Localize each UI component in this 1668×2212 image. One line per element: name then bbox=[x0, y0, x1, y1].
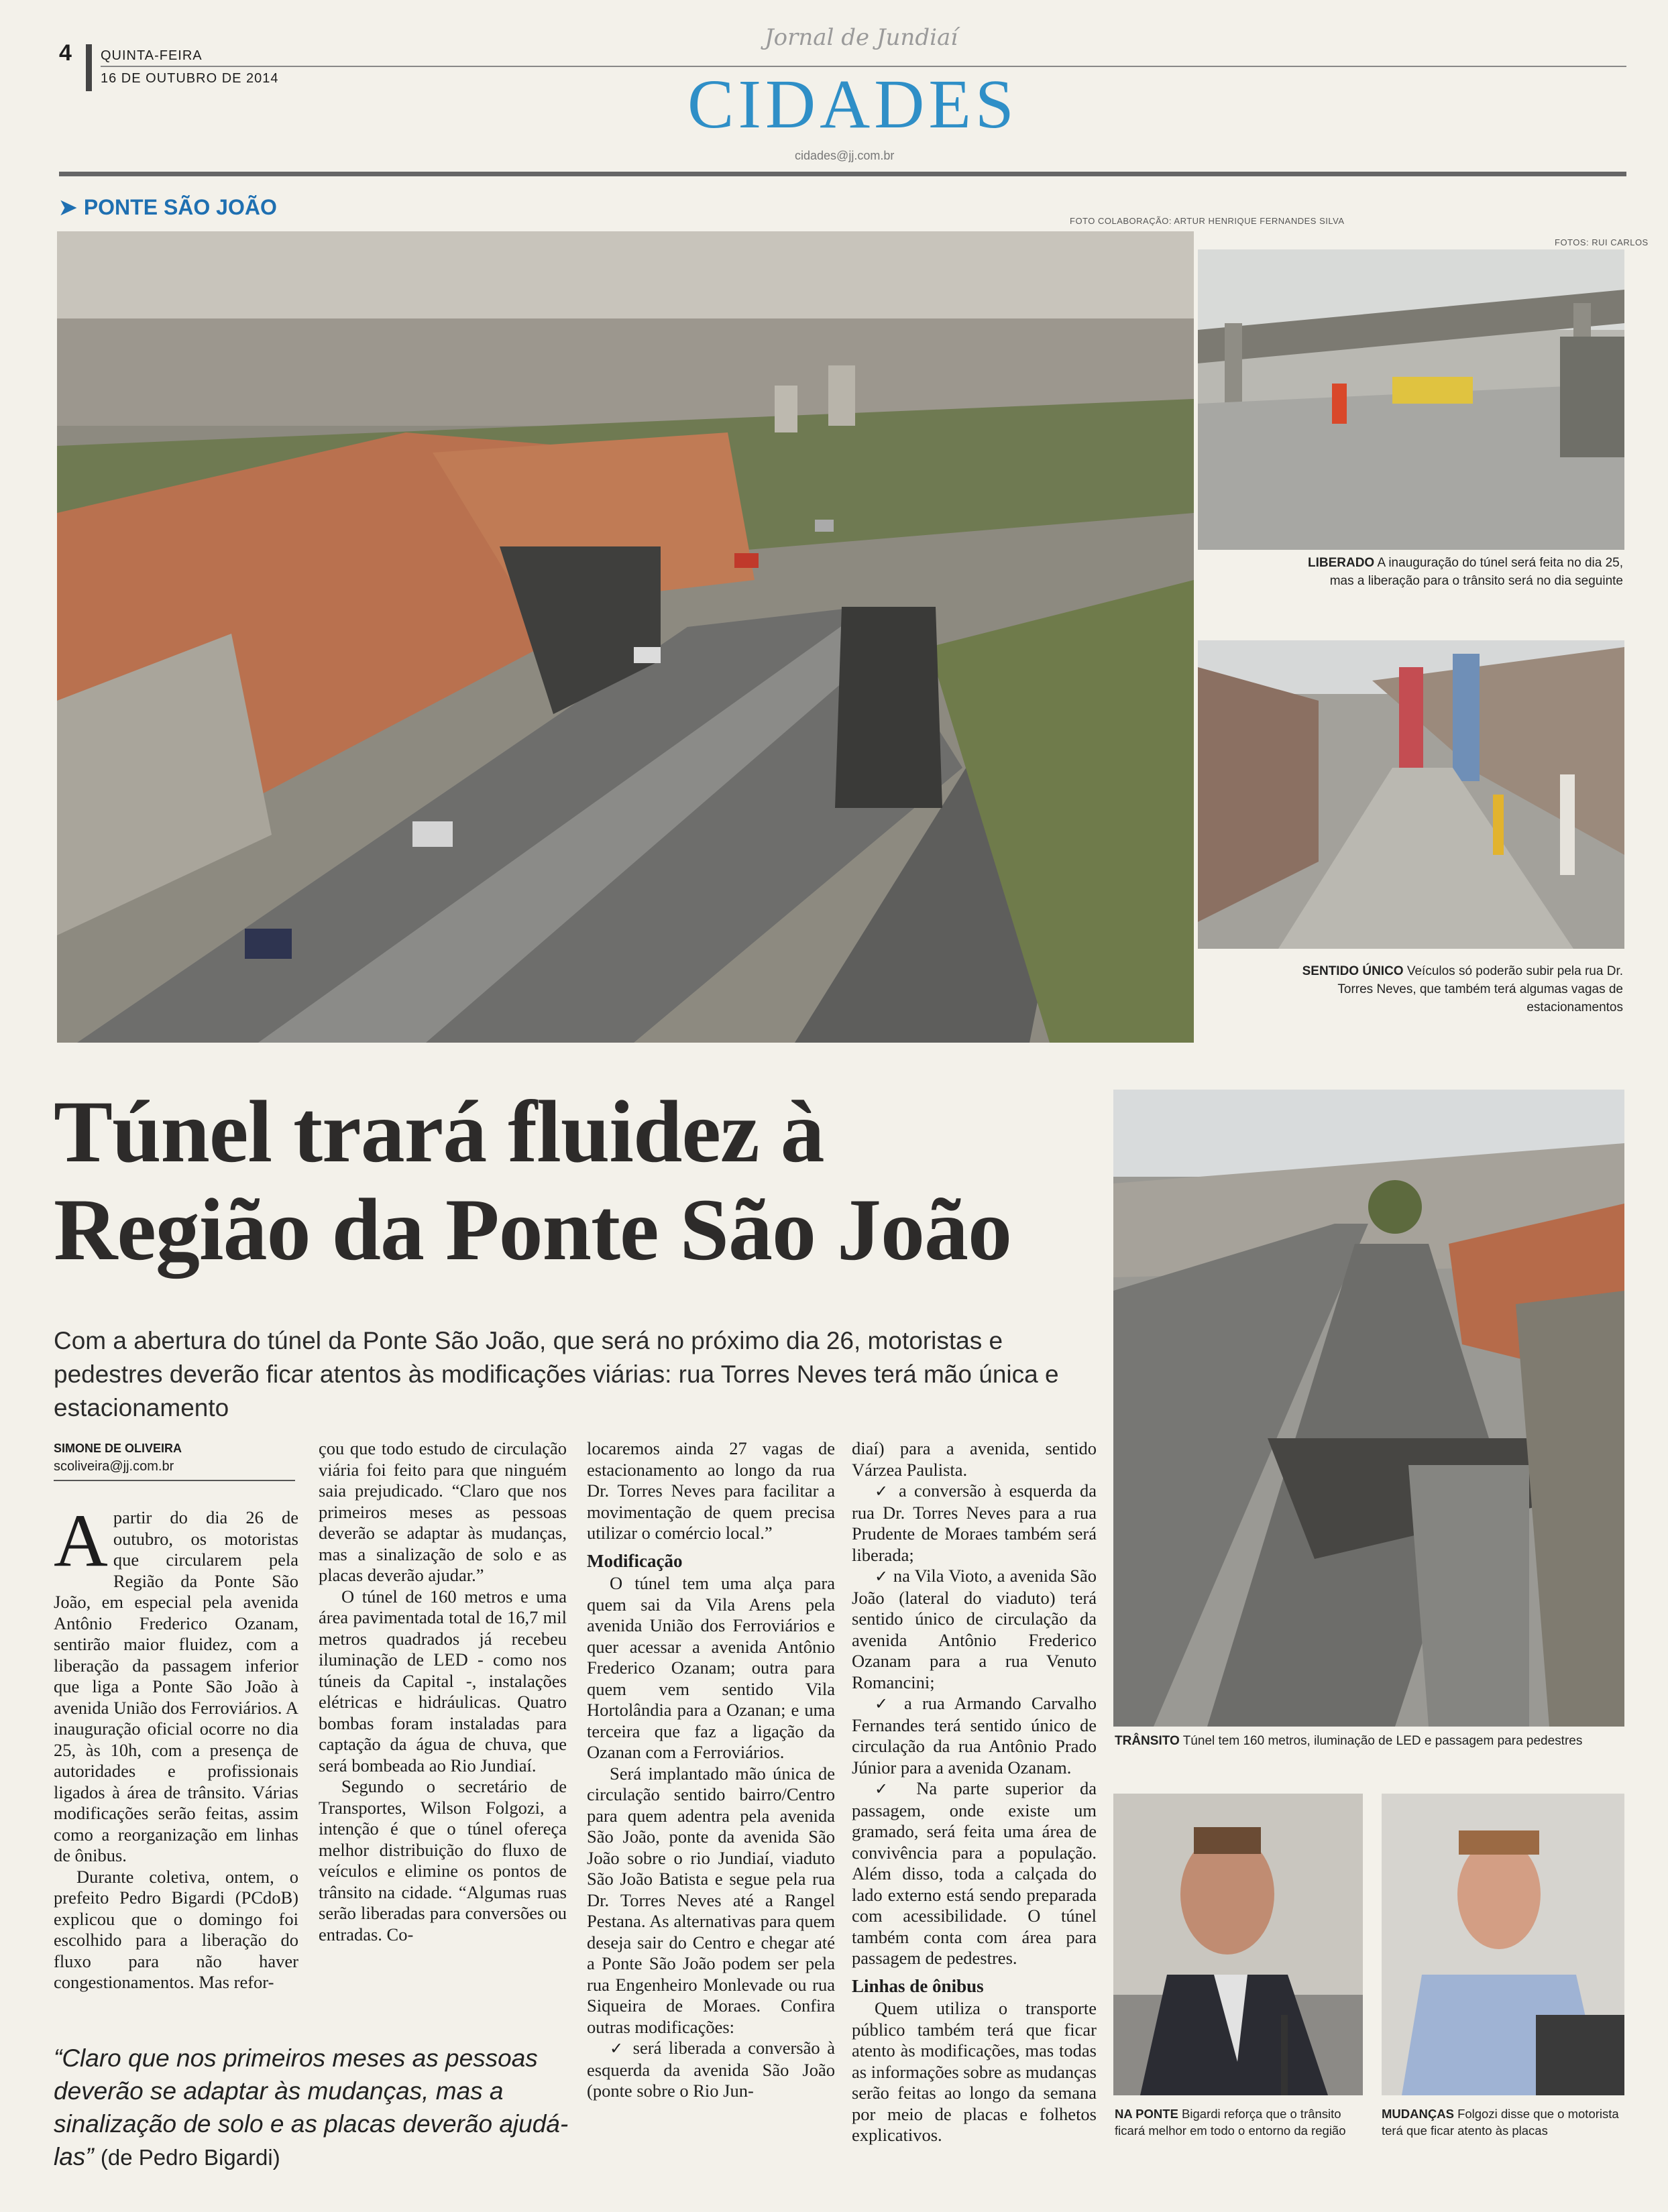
caption-transito-label: TRÂNSITO bbox=[1115, 1734, 1180, 1748]
byline-rule bbox=[54, 1480, 295, 1481]
author-email: scoliveira@jj.com.br bbox=[54, 1459, 174, 1474]
caption-mudancas-text: Folgozi disse que o motorista terá que ficar atento às placas bbox=[1382, 2107, 1619, 2138]
headline-line-1: Túnel trará fluidez à bbox=[54, 1082, 824, 1181]
caption-sentido-text: Veículos só poderão subir pela rua Dr. Torres Neves, que também terá algumas vagas de estacionamentos bbox=[1337, 964, 1623, 1014]
col4-paragraph-6: Quem utiliza o transporte público também terá que ficar atento às modificações, mas todas as informações sobre as mudanças serão feitas ao longo da semana por meio de placas e folhetos explicativos. bbox=[852, 1998, 1097, 2145]
caption-naponte-text: Bigardi reforça que o trânsito ficará melhor em todo o entorno da região bbox=[1115, 2107, 1346, 2138]
subhead-linhas-onibus: Linhas de ônibus bbox=[852, 1975, 984, 1996]
headline bbox=[54, 1083, 1113, 1279]
caption-transito bbox=[1115, 1732, 1624, 1750]
col4-paragraph-4: a rua Armando Carvalho Fernandes terá sentido único de circulação da rua Antônio Prado Júnior para a avenida Ozanam. bbox=[852, 1693, 1097, 1778]
issue-date: 16 DE OUTUBRO DE 2014 bbox=[101, 71, 279, 86]
pull-quote-text: “Claro que nos primeiros meses as pessoas deverão se adaptar às mudanças, mas a sinalização de solo e as placas deverão ajudá-las” bbox=[54, 2044, 569, 2170]
tunnel-photo bbox=[1113, 1090, 1624, 1727]
pull-quote bbox=[54, 2042, 583, 2174]
caption-liberado-text: A inauguração do túnel será feita no dia 25, mas a liberação para o trânsito será no dia seguinte bbox=[1329, 556, 1623, 588]
newspaper-masthead: Jornal de Jundiaí bbox=[765, 24, 958, 51]
col2-paragraph-3: Segundo o secretário de Transportes, Wilson Folgozi, a intenção é que o túnel ofereça melhor distribuição do fluxo de veículos e elimine os pontos de trânsito na cidade. “Algumas ruas serão liberadas para conversões ou entradas. Co- bbox=[319, 1776, 567, 1944]
check-icon: ✓ bbox=[875, 1567, 889, 1586]
main-aerial-photo bbox=[57, 231, 1194, 1043]
check-icon: ✓ bbox=[875, 1694, 894, 1713]
drop-cap: A bbox=[54, 1499, 108, 1582]
col1-paragraph-2: Durante coletiva, ontem, o prefeito Pedro Bigardi (PCdoB) explicou que o domingo foi escolhido para a liberação do fluxo para não haver congestionamentos. Mas refor- bbox=[54, 1866, 298, 1992]
page-number-bar bbox=[86, 44, 92, 91]
caption-na-ponte bbox=[1115, 2105, 1363, 2139]
folgozi-photo bbox=[1382, 1794, 1624, 2095]
street-photo bbox=[1198, 640, 1624, 949]
col4-paragraph-5: Na parte superior da passagem, onde existe um gramado, será feita uma área de convivência para a população. Além disso, toda a calçada do lado externo está sendo preparada com acessibilidade. O túnel também conta com área para passagem de pedestres. bbox=[852, 1778, 1097, 1968]
article-kicker bbox=[59, 194, 277, 220]
column-2 bbox=[319, 1438, 567, 1945]
column-4 bbox=[852, 1438, 1097, 2146]
section-email: cidades@jj.com.br bbox=[795, 149, 895, 162]
subhead-modificacao: Modificação bbox=[587, 1550, 683, 1571]
author-name: SIMONE DE OLIVEIRA bbox=[54, 1442, 182, 1455]
column-1 bbox=[54, 1499, 298, 1993]
section-rule bbox=[59, 172, 1626, 176]
col4-paragraph-2: a conversão à esquerda da rua Dr. Torres Neves para a rua Prudente de Moraes também será liberada; bbox=[852, 1480, 1097, 1565]
col3-paragraph-2: O túnel tem uma alça para quem sai da Vila Arens pela avenida União dos Ferroviários e quer acessar a avenida Antônio Frederico Ozanam; outra para quem vem sentido Vila Hortolândia para a Ozanan; e uma terceira que faz a ligação da Ozanan com a Ferroviários. bbox=[587, 1573, 835, 1762]
caption-sentido-label: SENTIDO ÚNICO bbox=[1302, 964, 1404, 978]
side-photo-credit: FOTOS: RUI CARLOS bbox=[1555, 237, 1649, 247]
caption-sentido-unico bbox=[1274, 962, 1623, 1016]
bigardi-photo bbox=[1113, 1794, 1363, 2095]
check-icon: ✓ bbox=[875, 1780, 900, 1798]
caption-transito-text: Túnel tem 160 metros, iluminação de LED e passagem para pedestres bbox=[1182, 1734, 1583, 1748]
col3-paragraph-1: locaremos ainda 27 vagas de estacionamento ao longo da rua Dr. Torres Neves para facilitar a movimentação de quem precisa utilizar o comércio local.” bbox=[587, 1438, 835, 1543]
caption-naponte-label: NA PONTE bbox=[1115, 2107, 1178, 2121]
article-deck: Com a abertura do túnel da Ponte São João, que será no próximo dia 26, motoristas e pedestres deverão ficar atentos às modificações viárias: rua Torres Neves terá mão única e estacionamento bbox=[54, 1327, 1059, 1421]
weekday: QUINTA-FEIRA bbox=[101, 48, 203, 63]
column-3 bbox=[587, 1438, 835, 2102]
headline-line-2: Região da Ponte São João bbox=[54, 1180, 1011, 1279]
section-title: CIDADES bbox=[687, 66, 1018, 143]
main-photo-credit: FOTO COLABORAÇÃO: ARTUR HENRIQUE FERNANDES SILVA bbox=[1070, 216, 1345, 226]
col4-paragraph-3: na Vila Vioto, a avenida São João (lateral do viaduto) terá sentido único de circulação da avenida Antônio Frederico Ozanam para a rua Venuto Romancini; bbox=[852, 1566, 1097, 1692]
check-icon: ✓ bbox=[610, 2039, 626, 2058]
overpass-photo bbox=[1198, 249, 1624, 550]
col3-paragraph-3: Será implantado mão única de circulação sentido bairro/Centro para quem adentra pela avenida São João, ponte da avenida São João sobre o rio Jundiaí, viaduto São João Batista e segue pela rua Dr. Torres Neves até a Rangel Pestana. As alternativas para quem deseja sair do Centro e chegar até a Ponte São João podem ser pela rua Engenheiro Monlevade ou rua Siqueira de Moraes. Confira outras modificações: bbox=[587, 1763, 835, 2037]
page-number: 4 bbox=[59, 40, 72, 66]
caption-mudancas-label: MUDANÇAS bbox=[1382, 2107, 1454, 2121]
pull-quote-attribution: (de Pedro Bigardi) bbox=[100, 2145, 280, 2170]
col1-paragraph-1: partir do dia 26 de outubro, os motoristas que circularem pela Região da Ponte São João, em especial pela avenida Antônio Frederico Ozanam, sentirão maior fluidez, com a liberação da passagem inferior que liga a Ponte São João à avenida União dos Ferroviários. A inauguração oficial ocorre no dia 25, às 10h, com a presença de autoridades e profissionais ligados à área de trânsito. Várias modificações serão feitas, assim como a reorganização em linhas de ônibus. bbox=[54, 1507, 298, 1865]
caption-liberado-label: LIBERADO bbox=[1307, 556, 1375, 570]
col2-paragraph-1: çou que todo estudo de circulação viária foi feito para que ninguém saia prejudicado. “Claro que nos primeiros meses as pessoas deverão se adaptar às mudanças, mas a sinalização de solo e as placas deverão ajudar.” bbox=[319, 1438, 567, 1585]
arrow-right-icon: ➤ bbox=[59, 195, 77, 219]
caption-mudancas bbox=[1382, 2105, 1624, 2139]
col3-paragraph-4: será liberada a conversão à esquerda da avenida São João (ponte sobre o Rio Jun- bbox=[587, 2038, 835, 2101]
col4-paragraph-1: diaí) para a avenida, sentido Várzea Paulista. bbox=[852, 1438, 1097, 1480]
check-icon: ✓ bbox=[875, 1482, 891, 1501]
kicker-label: PONTE SÃO JOÃO bbox=[83, 195, 277, 219]
col2-paragraph-2: O túnel de 160 metros e uma área pavimentada total de 16,7 mil metros quadrados já recebeu iluminação de LED - como nos túneis da Capital -, instalações elétricas e hidráulicas. Quatro bombas foram instaladas para captação da água de chuva, que será bombeada ao Rio Jundiaí. bbox=[319, 1586, 567, 1776]
caption-liberado bbox=[1288, 554, 1623, 590]
